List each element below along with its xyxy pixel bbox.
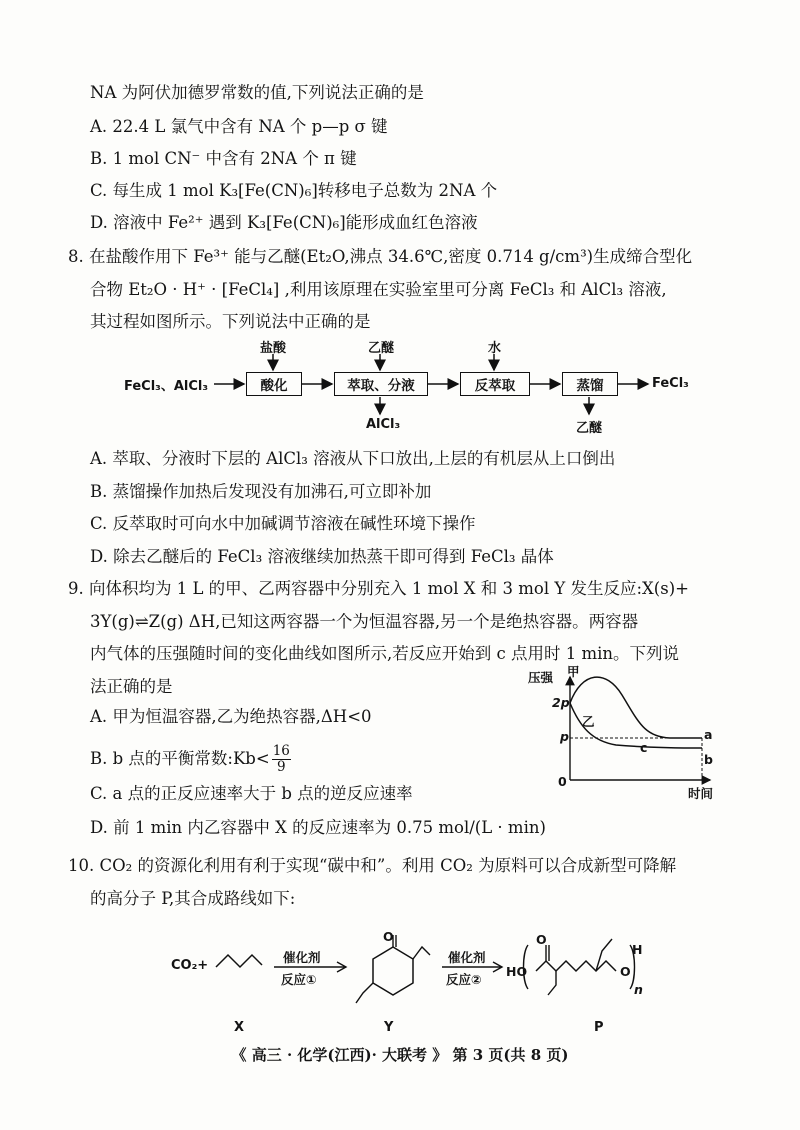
q10-stem-line-1: 10. CO₂ 的资源化利用有利于实现“碳中和”。利用 CO₂ 为原料可以合成新型可降解 bbox=[68, 856, 677, 875]
p-terminal-h: H bbox=[632, 942, 643, 957]
flow-out-ether: 乙醚 bbox=[576, 421, 603, 436]
y-carbonyl-o: O bbox=[383, 929, 394, 944]
graph-curve-label-jia: 甲 bbox=[567, 664, 580, 679]
q8-option-b: B. 蒸馏操作加热后发现没有加沸石,可立即补加 bbox=[90, 482, 432, 501]
q9-option-b-text: B. b 点的平衡常数:Kb< bbox=[90, 749, 270, 768]
q10-stem-line-2: 的高分子 P,其合成路线如下: bbox=[90, 889, 296, 908]
flow-step-distill: 蒸馏 bbox=[562, 372, 618, 396]
q8-option-c: C. 反萃取时可向水中加碱调节溶液在碱性环境下操作 bbox=[90, 514, 476, 533]
lactone-ring-structure bbox=[373, 947, 413, 995]
graph-curve-label-yi: 乙 bbox=[582, 714, 595, 729]
flow-add-hcl: 盐酸 bbox=[260, 341, 287, 356]
flow-add-ether: 乙醚 bbox=[368, 341, 395, 356]
p-repeat-n: n bbox=[634, 982, 643, 997]
polymer-chain-structure bbox=[536, 961, 616, 971]
page-footer: 《 高三 · 化学(江西)· 大联考 》 第 3 页(共 8 页) bbox=[231, 1046, 569, 1064]
q9-option-a: A. 甲为恒温容器,乙为绝热容器,ΔH<0 bbox=[90, 707, 372, 726]
flow-step-back-extract: 反萃取 bbox=[460, 372, 530, 396]
p-carbonyl-o: O bbox=[536, 932, 547, 947]
graph-y-label: 压强 bbox=[528, 670, 554, 685]
scheme-label-x: X bbox=[234, 1020, 245, 1035]
flow-step-acidify: 酸化 bbox=[246, 372, 302, 396]
q9-stem-line-2: 3Y(g)⇌Z(g) ΔH,已知这两容器一个为恒温容器,另一个是绝热容器。两容器 bbox=[90, 612, 639, 631]
scheme-cond1-catalyst: 催化剂 bbox=[283, 950, 321, 965]
flow-input: FeCl₃、AlCl₃ bbox=[124, 379, 209, 394]
q7-option-d: D. 溶液中 Fe²⁺ 遇到 K₃[Fe(CN)₆]能形成血红色溶液 bbox=[90, 213, 478, 232]
q9-fraction-denominator: 9 bbox=[277, 759, 286, 775]
p-ho-group: HO bbox=[506, 964, 528, 979]
q9-stem-line-4: 法正确的是 bbox=[90, 677, 173, 696]
q7-stem: NA 为阿伏加德罗常数的值,下列说法正确的是 bbox=[90, 83, 424, 102]
q8-option-a: A. 萃取、分液时下层的 AlCl₃ 溶液从下口放出,上层的有机层从上口倒出 bbox=[90, 449, 616, 468]
q9-option-d: D. 前 1 min 内乙容器中 X 的反应速率为 0.75 mol/(L · min) bbox=[90, 818, 546, 837]
flow-add-water: 水 bbox=[488, 341, 502, 356]
graph-origin: 0 bbox=[558, 774, 567, 789]
graph-point-c: c bbox=[640, 740, 648, 755]
scheme-label-y: Y bbox=[384, 1020, 394, 1035]
q8-stem-line-2: 合物 Et₂O · H⁺ · [FeCl₄] ,利用该原理在实验室里可分离 FeCl₃ 和 AlCl₃ 溶液, bbox=[90, 280, 667, 299]
q7-option-a: A. 22.4 L 氯气中含有 NA 个 p—p σ 键 bbox=[90, 117, 388, 136]
q9-stem-line-1: 9. 向体积均为 1 L 的甲、乙两容器中分别充入 1 mol X 和 3 mol Y 发生反应:X(s)+ bbox=[68, 579, 689, 598]
flow-step-extract: 萃取、分液 bbox=[334, 372, 428, 396]
scheme-label-p: P bbox=[594, 1020, 604, 1035]
q7-option-b: B. 1 mol CN⁻ 中含有 2NA 个 π 键 bbox=[90, 149, 357, 168]
butadiene-structure bbox=[216, 955, 262, 967]
q9-option-b bbox=[90, 744, 291, 775]
graph-tick-2p: 2p bbox=[552, 695, 570, 710]
p-ether-o: O bbox=[620, 964, 631, 979]
graph-point-b: b bbox=[704, 752, 713, 767]
flow-output: FeCl₃ bbox=[652, 376, 689, 391]
scheme-co2: CO₂+ bbox=[171, 958, 209, 973]
q8-stem-line-1: 8. 在盐酸作用下 Fe³⁺ 能与乙醚(Et₂O,沸点 34.6℃,密度 0.714 g/cm³)生成缔合型化 bbox=[68, 247, 693, 266]
scheme-cond1-reaction: 反应① bbox=[281, 972, 317, 987]
scheme-cond2-reaction: 反应② bbox=[446, 972, 482, 987]
scheme-cond2-catalyst: 催化剂 bbox=[448, 950, 486, 965]
flow-out-alcl3: AlCl₃ bbox=[366, 417, 401, 432]
q8-option-d: D. 除去乙醚后的 FeCl₃ 溶液继续加热蒸干即可得到 FeCl₃ 晶体 bbox=[90, 547, 554, 566]
q7-option-c: C. 每生成 1 mol K₃[Fe(CN)₆]转移电子总数为 2NA 个 bbox=[90, 181, 498, 200]
q9-fraction-numerator: 16 bbox=[272, 743, 290, 759]
q8-stem-line-3: 其过程如图所示。下列说法中正确的是 bbox=[90, 312, 371, 331]
q9-option-c: C. a 点的正反应速率大于 b 点的逆反应速率 bbox=[90, 784, 413, 803]
graph-point-a: a bbox=[704, 727, 713, 742]
q9-stem-line-3: 内气体的压强随时间的变化曲线如图所示,若反应开始到 c 点用时 1 min。下列说 bbox=[90, 644, 680, 663]
graph-tick-p: p bbox=[560, 729, 569, 744]
graph-x-label: 时间 bbox=[688, 786, 714, 801]
